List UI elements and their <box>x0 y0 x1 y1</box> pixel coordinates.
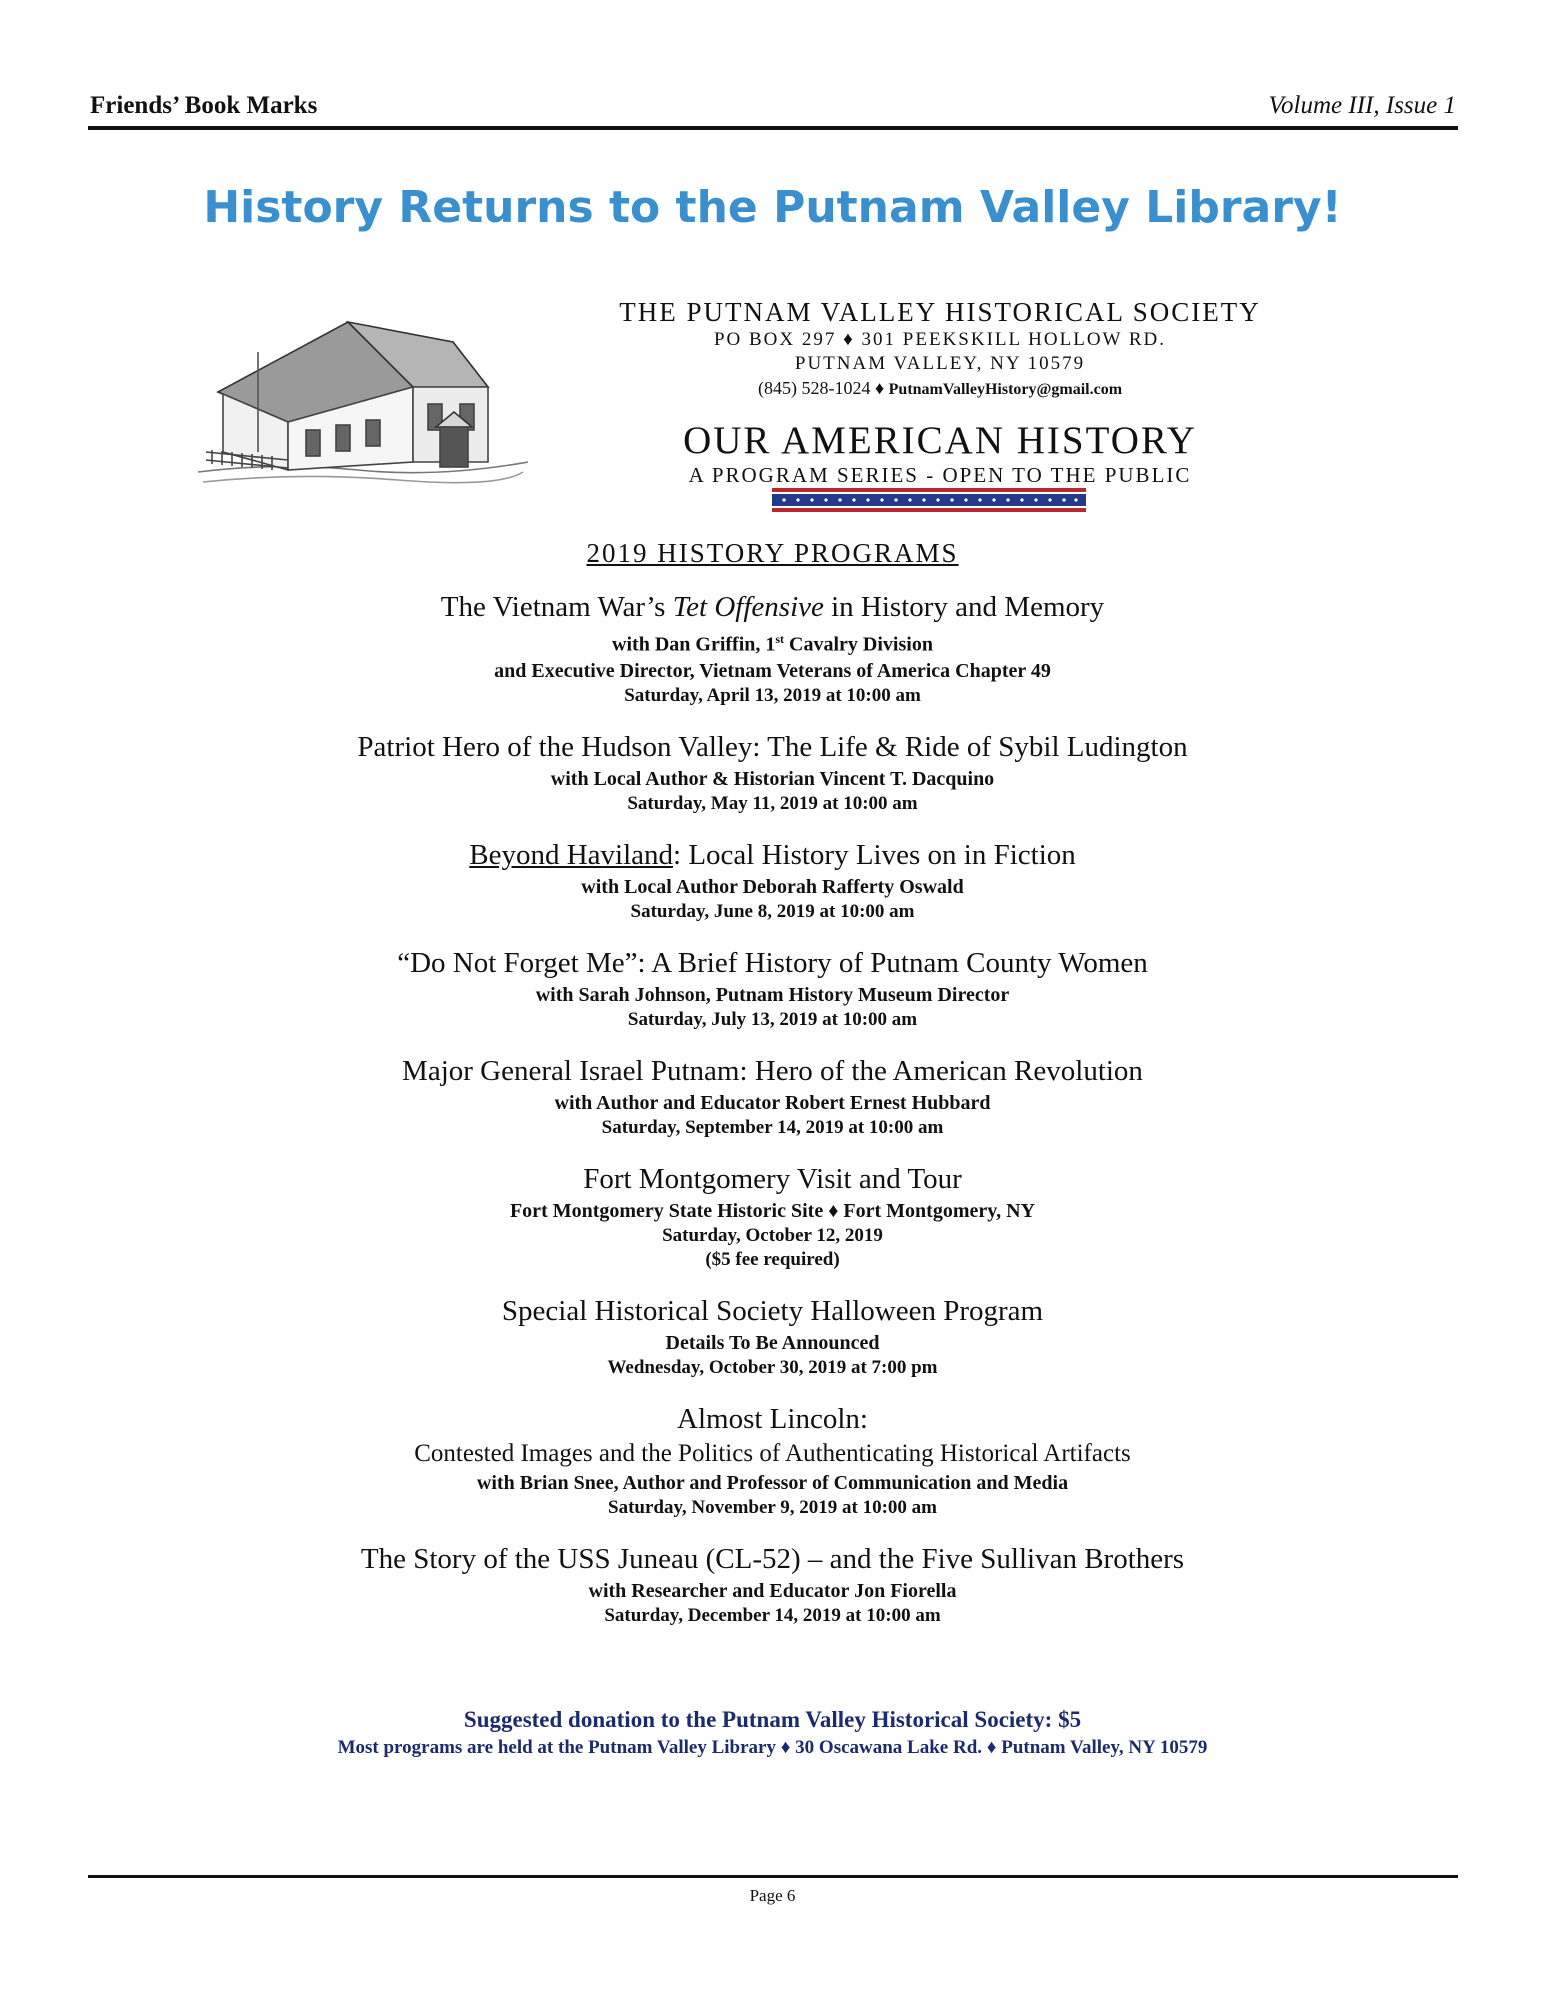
program-item <box>0 1292 1545 1380</box>
program-title: “Do Not Forget Me”: A Brief History of Putnam County Women <box>397 946 1148 979</box>
program-item <box>0 1400 1545 1520</box>
footer-rule <box>88 1875 1458 1878</box>
program-speaker: with Local Author & Historian Vincent T. Dacquino <box>550 767 995 790</box>
programs-list <box>0 588 1545 1648</box>
society-block <box>520 296 1360 488</box>
program-date: Saturday, December 14, 2019 at 10:00 am <box>604 1604 941 1626</box>
program-item <box>0 1052 1545 1140</box>
program-subtitle: Contested Images and the Politics of Authenticating Historical Artifacts <box>414 1439 1131 1467</box>
society-address-line-1: PO BOX 297 ♦ 301 PEEKSKILL HOLLOW RD. <box>713 329 1167 350</box>
society-name: THE PUTNAM VALLEY HISTORICAL SOCIETY <box>619 297 1261 327</box>
society-phone: (845) 528-1024 ♦ <box>757 378 885 398</box>
program-speaker: with Author and Educator Robert Ernest Hubbard <box>554 1091 991 1114</box>
program-speaker-sup: st <box>775 632 785 646</box>
publication-name: Friends’ Book Marks <box>90 92 318 119</box>
society-email: PutnamValleyHistory@gmail.com <box>888 381 1123 398</box>
program-date: Saturday, April 13, 2019 at 10:00 am <box>624 684 921 706</box>
program-title-part: in History and Memory <box>823 591 1105 623</box>
program-title: Patriot Hero of the Hudson Valley: The Life & Ride of Sybil Ludington <box>357 730 1188 763</box>
programs-heading: 2019 HISTORY PROGRAMS <box>586 538 959 568</box>
issue-label: Volume III, Issue 1 <box>1268 92 1456 119</box>
program-date: Saturday, May 11, 2019 at 10:00 am <box>627 792 918 814</box>
donation-note <box>0 1705 1545 1761</box>
program-item <box>0 836 1545 924</box>
program-title-book: Beyond Haviland <box>469 838 674 871</box>
program-speaker <box>0 626 1545 658</box>
program-speaker: with Sarah Johnson, Putnam History Museum Director <box>535 983 1010 1006</box>
venue-line: Most programs are held at the Putnam Valley Library ♦ 30 Oscawana Lake Rd. ♦ Putnam Valley, NY 10579 <box>337 1737 1208 1758</box>
program-item <box>0 728 1545 816</box>
program-title: Major General Israel Putnam: Hero of the American Revolution <box>402 1054 1143 1087</box>
program-title: Almost Lincoln: <box>677 1402 868 1435</box>
program-speaker: with Researcher and Educator Jon Fiorella <box>588 1579 957 1602</box>
program-date: Saturday, September 14, 2019 at 10:00 am <box>601 1116 944 1138</box>
program-item <box>0 1540 1545 1628</box>
program-date: Wednesday, October 30, 2019 at 7:00 pm <box>607 1356 938 1378</box>
program-title: Special Historical Society Halloween Program <box>501 1294 1044 1327</box>
society-address-line-2: PUTNAM VALLEY, NY 10579 <box>794 353 1086 374</box>
program-title <box>0 836 1545 874</box>
page-number: Page 6 <box>749 1886 796 1905</box>
program-location: Fort Montgomery State Historic Site ♦ Fort Montgomery, NY <box>509 1199 1036 1222</box>
program-title <box>0 588 1545 626</box>
article-headline: History Returns to the Putnam Valley Library! <box>203 182 1342 233</box>
series-subtitle: A PROGRAM SERIES - OPEN TO THE PUBLIC <box>688 463 1192 487</box>
program-title-italic: Tet Offensive <box>672 591 824 623</box>
society-contact <box>520 376 1360 402</box>
program-date: Saturday, July 13, 2019 at 10:00 am <box>627 1008 918 1030</box>
program-speaker: with Local Author Deborah Rafferty Oswald <box>581 875 964 898</box>
series-title: OUR AMERICAN HISTORY <box>683 419 1197 462</box>
program-speaker: with Brian Snee, Author and Professor of Communication and Media <box>476 1471 1069 1494</box>
program-item <box>0 944 1545 1032</box>
schoolhouse-illustration <box>198 312 528 490</box>
program-details: Details To Be Announced <box>665 1331 880 1354</box>
program-date: Saturday, October 12, 2019 <box>662 1224 883 1246</box>
flag-stripe-banner <box>772 488 1086 514</box>
program-item <box>0 588 1545 708</box>
program-fee-note: ($5 fee required) <box>705 1248 840 1270</box>
program-title-part: : Local History Lives on in Fiction <box>673 838 1076 871</box>
donation-line: Suggested donation to the Putnam Valley Historical Society: $5 <box>463 1707 1082 1732</box>
program-speaker-part: with Dan Griffin, 1 <box>612 633 776 656</box>
program-item <box>0 1160 1545 1272</box>
program-speaker-detail: and Executive Director, Vietnam Veterans of America Chapter 49 <box>494 659 1051 682</box>
page-header <box>88 92 1458 130</box>
program-date: Saturday, November 9, 2019 at 10:00 am <box>608 1496 937 1518</box>
program-speaker-part: Cavalry Division <box>784 633 933 656</box>
program-title-part: The Vietnam War’s <box>440 591 673 623</box>
program-date: Saturday, June 8, 2019 at 10:00 am <box>630 900 915 922</box>
program-title: The Story of the USS Juneau (CL-52) – and the Five Sullivan Brothers <box>360 1542 1185 1575</box>
program-title: Fort Montgomery Visit and Tour <box>583 1162 962 1195</box>
